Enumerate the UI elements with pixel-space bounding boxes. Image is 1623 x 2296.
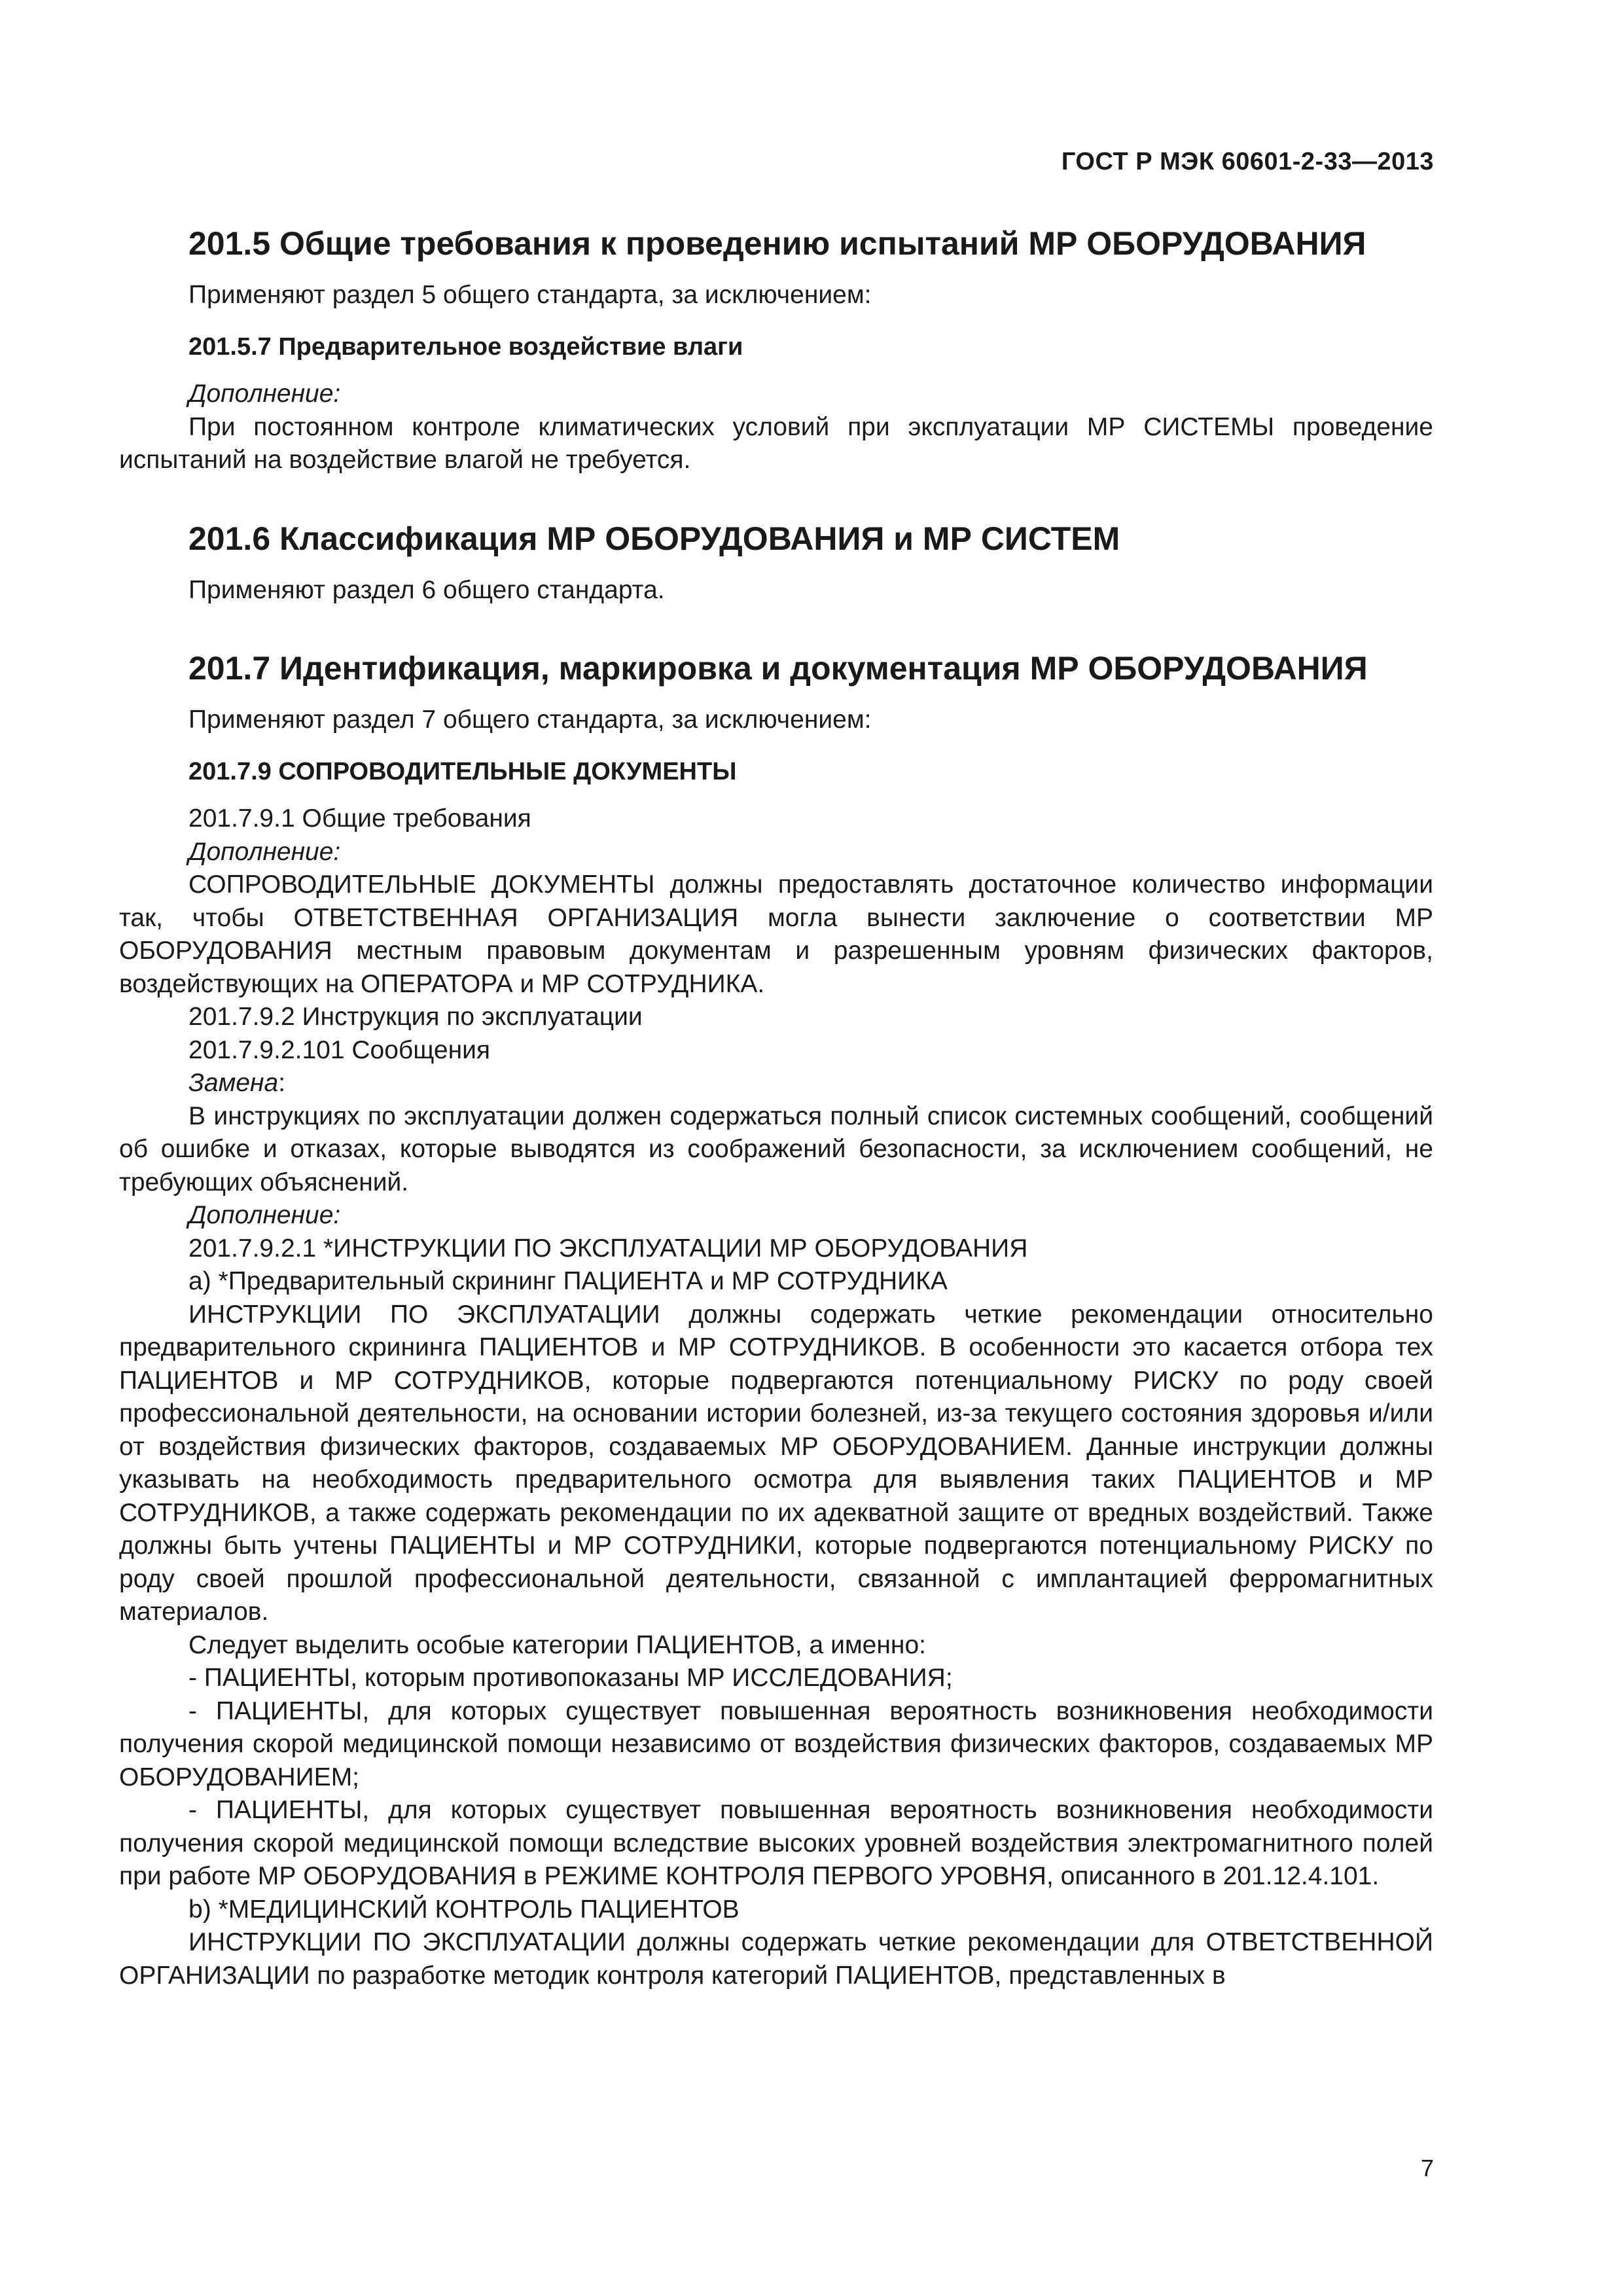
clause-title: 201.7.9.2 Инструкция по эксплуатации: [188, 1003, 643, 1031]
list-item-a: а) *Предварительный скрининг ПАЦИЕНТА и МР СОТРУДНИКА: [188, 1267, 948, 1295]
replacement-label: Замена: [188, 1069, 279, 1097]
addition-label: Дополнение:: [188, 380, 341, 408]
paragraph: ИНСТРУКЦИИ ПО ЭКСПЛУАТАЦИИ должны содержать четкие рекомендации относительно предварительного скрининга ПАЦИЕНТОВ и МР СОТРУДНИКОВ. В особенности это касается отбора тех ПАЦИЕНТОВ и МР СОТРУДНИКОВ, которые подвергаются потенциальному РИСКУ по роду своей профессиональной деятельности, на основании истории болезней, из-за текущего состояния здоровья и/или от воздействия физических факторов, создаваемых МР ОБОРУДОВАНИЕМ. Данные инструкции должны указывать на необходимость предварительного осмотра для выявления таких ПАЦИЕНТОВ и МР СОТРУДНИКОВ, а также содержать рекомендации по их адекватной защите от вредных воздействий. Также должны быть учтены ПАЦИЕНТЫ и МР СОТРУДНИКИ, которые подвергаются потенциальному РИСКУ по роду своей прошлой профессиональной деятельности, связанной с имплантацией ферромагнитных материалов.: [119, 1300, 1433, 1626]
paragraph: ИНСТРУКЦИИ ПО ЭКСПЛУАТАЦИИ должны содержать четкие рекомендации для ОТВЕТСТВЕННОЙ ОРГАНИЗАЦИИ по разработке методик контроля категорий ПАЦИЕНТОВ, представленных в: [119, 1928, 1433, 1990]
section-intro: Применяют раздел 6 общего стандарта.: [188, 575, 665, 604]
document-body: [119, 223, 1433, 1992]
section-intro: Применяют раздел 7 общего стандарта, за исключением:: [188, 706, 872, 734]
clause-title: 201.7.9.2.101 Сообщения: [188, 1035, 491, 1064]
section-heading-201-7: 201.7 Идентификация, маркировка и документация МР ОБОРУДОВАНИЯ: [188, 650, 1368, 687]
subsection-heading-201-7-9: 201.7.9 СОПРОВОДИТЕЛЬНЫЕ ДОКУМЕНТЫ: [188, 757, 737, 785]
replacement-colon: :: [278, 1069, 286, 1097]
replacement-label-line: [119, 1067, 1433, 1100]
paragraph: СОПРОВОДИТЕЛЬНЫЕ ДОКУМЕНТЫ должны предоставлять достаточное количество информации так, чтобы ОТВЕТСТВЕННАЯ ОРГАНИЗАЦИЯ могла вынести заключение о соответствии МР ОБОРУДОВАНИЯ местным правовым документам и разрешенным уровням физических факторов, воздействующих на ОПЕРАТОРА и МР СОТРУДНИКА.: [119, 870, 1433, 998]
paragraph: Следует выделить особые категории ПАЦИЕНТОВ, а именно:: [188, 1630, 926, 1659]
paragraph: При постоянном контроле климатических условий при эксплуатации МР СИСТЕМЫ проведение испытаний на воздействие влагой не требуется.: [119, 412, 1433, 474]
bullet-item: - ПАЦИЕНТЫ, которым противопоказаны МР ИССЛЕДОВАНИЯ;: [188, 1664, 953, 1692]
addition-label: Дополнение:: [188, 1201, 341, 1229]
clause-title: 201.7.9.2.1 *ИНСТРУКЦИИ ПО ЭКСПЛУАТАЦИИ МР ОБОРУДОВАНИЯ: [188, 1234, 1028, 1263]
addition-label: Дополнение:: [188, 837, 341, 866]
bullet-item: - ПАЦИЕНТЫ, для которых существует повышенная вероятность возникновения необходимости получения скорой медицинской помощи независимо от воздействия физических факторов, создаваемых МР ОБОРУДОВАНИЕМ;: [119, 1696, 1433, 1791]
section-heading-201-6: 201.6 Классификация МР ОБОРУДОВАНИЯ и МР СИСТЕМ: [188, 520, 1120, 557]
bullet-item: - ПАЦИЕНТЫ, для которых существует повышенная вероятность возникновения необходимости получения скорой медицинской помощи вследствие высоких уровней воздействия электромагнитного полей при работе МР ОБОРУДОВАНИЯ в РЕЖИМЕ КОНТРОЛЯ ПЕРВОГО УРОВНЯ, описанного в 201.12.4.101.: [119, 1796, 1433, 1890]
paragraph: В инструкциях по эксплуатации должен содержаться полный список системных сообщений, сообщений об ошибке и отказах, которые выводятся из соображений безопасности, за исключением сообщений, не требующих объяснений.: [119, 1102, 1433, 1196]
page-number: 7: [1420, 2155, 1434, 2181]
document-code: ГОСТ Р МЭК 60601-2-33—2013: [1061, 148, 1434, 175]
list-item-b: b) *МЕДИЦИНСКИЙ КОНТРОЛЬ ПАЦИЕНТОВ: [188, 1895, 740, 1924]
clause-title: 201.7.9.1 Общие требования: [188, 804, 531, 833]
section-heading-201-5: 201.5 Общие требования к проведению испытаний МР ОБОРУДОВАНИЯ: [188, 225, 1366, 262]
section-intro: Применяют раздел 5 общего стандарта, за исключением:: [188, 281, 872, 309]
subsection-heading-201-5-7: 201.5.7 Предварительное воздействие влаги: [188, 332, 743, 361]
